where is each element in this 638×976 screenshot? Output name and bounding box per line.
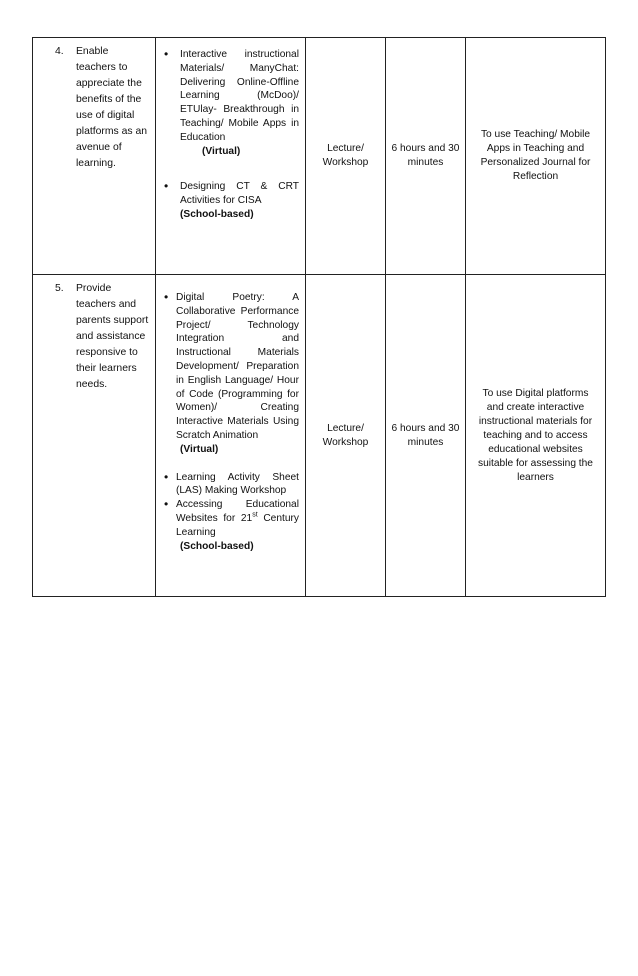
objective-text: Provide teachers and parents support and assistance responsive to their learners needs. — [76, 283, 149, 390]
activity-text: Learning Activity Sheet (LAS) Making Workshop — [176, 471, 299, 497]
activity-text-part: Accessing Educational Websites for 21 — [176, 499, 299, 524]
activity-text-part: Century Learning — [176, 512, 299, 538]
list-item — [164, 48, 299, 158]
duration-cell — [386, 38, 466, 275]
objective-text: Enable teachers to appreciate the benefits of the use of digital platforms as an avenue of learning. — [76, 46, 148, 169]
table-row — [33, 38, 606, 275]
activity-text: Designing CT & CRT Activities for CISA — [180, 181, 299, 207]
objective-cell — [33, 275, 156, 597]
activities-list — [156, 38, 305, 228]
objective-cell — [33, 38, 156, 275]
mode-cell — [306, 275, 386, 597]
activity-text: Digital Poetry: A Collaborative Performance Project/ Technology Integration and Instructional Materials Development/ Preparation in English Language/ Hour of Code (Programming for Women)/ Creating Interactive Materials Using Scratch Animation — [176, 292, 299, 441]
bullet-icon: • — [164, 290, 169, 304]
list-item — [164, 471, 299, 499]
output-text: To use Digital platforms and create interactive instructional materials for teaching and to access educational websites suitable for assessing the learners — [478, 387, 593, 483]
row-number: 4. — [55, 46, 64, 57]
mode-text: Lecture/ Workshop — [322, 422, 369, 448]
activity-text-superscript: st — [252, 511, 258, 519]
activities-cell — [156, 38, 306, 275]
activity-mode-tag: (School-based) — [180, 540, 254, 552]
activities-cell — [156, 275, 306, 597]
activity-mode-tag: (Virtual) — [202, 145, 241, 157]
duration-cell — [386, 275, 466, 597]
row-number: 5. — [55, 283, 64, 294]
mode-text: Lecture/ Workshop — [322, 143, 369, 168]
activity-text: Interactive instructional Materials/ ManyChat: Delivering Online-Offline Learning (McDoo)/ ETUlay- Breakthrough in Teaching/ Mobile Apps in Education — [180, 49, 299, 143]
training-plan-table — [32, 37, 606, 597]
bullet-icon: • — [164, 497, 169, 512]
output-cell — [466, 38, 606, 275]
output-text: To use Teaching/ Mobile Apps in Teaching and Personalized Journal for Reflection — [480, 129, 591, 182]
list-item — [164, 180, 299, 221]
bullet-icon: • — [164, 47, 169, 61]
list-item — [164, 291, 299, 457]
activity-mode-tag: (Virtual) — [180, 443, 219, 455]
activity-mode-tag: (School-based) — [180, 208, 254, 220]
activities-list — [156, 275, 305, 559]
table-row — [33, 275, 606, 597]
duration-text: 6 hours and 30 minutes — [391, 422, 460, 448]
mode-cell — [306, 38, 386, 275]
output-cell — [466, 275, 606, 597]
bullet-icon: • — [164, 179, 169, 194]
bullet-icon: • — [164, 469, 169, 484]
duration-text: 6 hours and 30 minutes — [391, 143, 460, 168]
list-item — [164, 498, 299, 553]
